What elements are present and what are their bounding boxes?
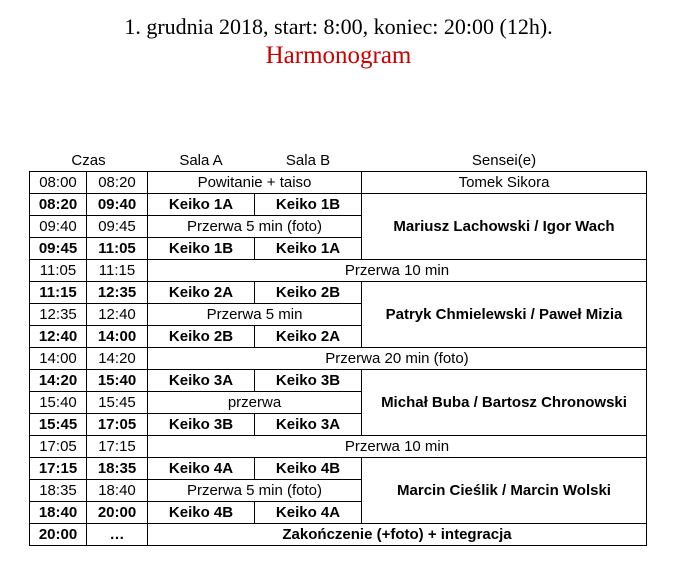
time-start: 18:35 bbox=[30, 480, 87, 502]
sala-a-cell: Keiko 2A bbox=[148, 282, 255, 304]
time-start: 09:40 bbox=[30, 216, 87, 238]
time-start: 15:40 bbox=[30, 392, 87, 414]
merged-activity: Przerwa 5 min (foto) bbox=[148, 480, 362, 502]
time-start: 12:35 bbox=[30, 304, 87, 326]
sala-b-cell: Keiko 3A bbox=[255, 414, 362, 436]
table-row bbox=[30, 524, 647, 546]
sala-a-cell: Keiko 3B bbox=[148, 414, 255, 436]
time-start: 11:15 bbox=[30, 282, 87, 304]
sala-a-cell: Keiko 1B bbox=[148, 238, 255, 260]
sala-a-cell: Keiko 1A bbox=[148, 194, 255, 216]
time-start: 08:20 bbox=[30, 194, 87, 216]
time-start: 17:15 bbox=[30, 458, 87, 480]
time-start: 15:45 bbox=[30, 414, 87, 436]
time-end: 17:15 bbox=[87, 436, 148, 458]
header-sala-b: Sala B bbox=[285, 151, 331, 169]
merged-activity: przerwa bbox=[148, 392, 362, 414]
sala-b-cell: Keiko 2A bbox=[255, 326, 362, 348]
time-start: 17:05 bbox=[30, 436, 87, 458]
time-end: 09:45 bbox=[87, 216, 148, 238]
time-start: 14:00 bbox=[30, 348, 87, 370]
header-sensei: Sensei(e) bbox=[471, 151, 537, 169]
time-end: 20:00 bbox=[87, 502, 148, 524]
document-title: Harmonogram bbox=[265, 42, 412, 69]
table-row bbox=[30, 194, 647, 216]
time-start: 12:40 bbox=[30, 326, 87, 348]
schedule-table bbox=[29, 150, 647, 546]
merged-activity: Powitanie + taiso bbox=[148, 172, 362, 194]
time-end: 08:20 bbox=[87, 172, 148, 194]
sala-b-cell: Keiko 3B bbox=[255, 370, 362, 392]
sala-a-cell: Keiko 4A bbox=[148, 458, 255, 480]
time-start: 14:20 bbox=[30, 370, 87, 392]
table-row bbox=[30, 370, 647, 392]
time-end: 17:05 bbox=[87, 414, 148, 436]
time-end: 14:20 bbox=[87, 348, 148, 370]
time-start: 18:40 bbox=[30, 502, 87, 524]
sala-a-cell: Keiko 2B bbox=[148, 326, 255, 348]
document-date-line: 1. grudnia 2018, start: 8:00, koniec: 20:00 (12h). bbox=[124, 14, 553, 39]
time-start: 09:45 bbox=[30, 238, 87, 260]
sensei-cell: Patryk Chmielewski / Paweł Mizia bbox=[362, 282, 647, 348]
time-end: 11:15 bbox=[87, 260, 148, 282]
time-start: 08:00 bbox=[30, 172, 87, 194]
time-end: 12:35 bbox=[87, 282, 148, 304]
time-start: 11:05 bbox=[30, 260, 87, 282]
merged-activity: Przerwa 20 min (foto) bbox=[148, 348, 647, 370]
sala-b-cell: Keiko 4A bbox=[255, 502, 362, 524]
schedule-header-row bbox=[30, 150, 647, 172]
sensei-cell: Mariusz Lachowski / Igor Wach bbox=[362, 194, 647, 260]
time-end: 11:05 bbox=[87, 238, 148, 260]
time-end: 15:40 bbox=[87, 370, 148, 392]
table-row bbox=[30, 260, 647, 282]
sala-a-cell: Keiko 4B bbox=[148, 502, 255, 524]
time-end: 12:40 bbox=[87, 304, 148, 326]
time-end: 15:45 bbox=[87, 392, 148, 414]
sala-a-cell: Keiko 3A bbox=[148, 370, 255, 392]
sala-b-cell: Keiko 2B bbox=[255, 282, 362, 304]
sala-b-cell: Keiko 1A bbox=[255, 238, 362, 260]
sensei-cell: Marcin Cieślik / Marcin Wolski bbox=[362, 458, 647, 524]
merged-activity: Przerwa 10 min bbox=[148, 260, 647, 282]
merged-activity: Przerwa 5 min bbox=[148, 304, 362, 326]
time-end: 18:40 bbox=[87, 480, 148, 502]
header-sala-a: Sala A bbox=[179, 151, 223, 169]
sensei-cell: Michał Buba / Bartosz Chronowski bbox=[362, 370, 647, 436]
time-end: … bbox=[87, 524, 148, 546]
table-row bbox=[30, 348, 647, 370]
time-end: 09:40 bbox=[87, 194, 148, 216]
table-row bbox=[30, 282, 647, 304]
merged-activity: Zakończenie (+foto) + integracja bbox=[148, 524, 647, 546]
table-row bbox=[30, 436, 647, 458]
merged-activity: Przerwa 5 min (foto) bbox=[148, 216, 362, 238]
sensei-cell: Tomek Sikora bbox=[362, 172, 647, 194]
sala-b-cell: Keiko 1B bbox=[255, 194, 362, 216]
merged-activity: Przerwa 10 min bbox=[148, 436, 647, 458]
time-end: 14:00 bbox=[87, 326, 148, 348]
time-end: 18:35 bbox=[87, 458, 148, 480]
table-row bbox=[30, 172, 647, 194]
header-czas: Czas bbox=[71, 151, 106, 169]
table-row bbox=[30, 458, 647, 480]
sala-b-cell: Keiko 4B bbox=[255, 458, 362, 480]
time-start: 20:00 bbox=[30, 524, 87, 546]
